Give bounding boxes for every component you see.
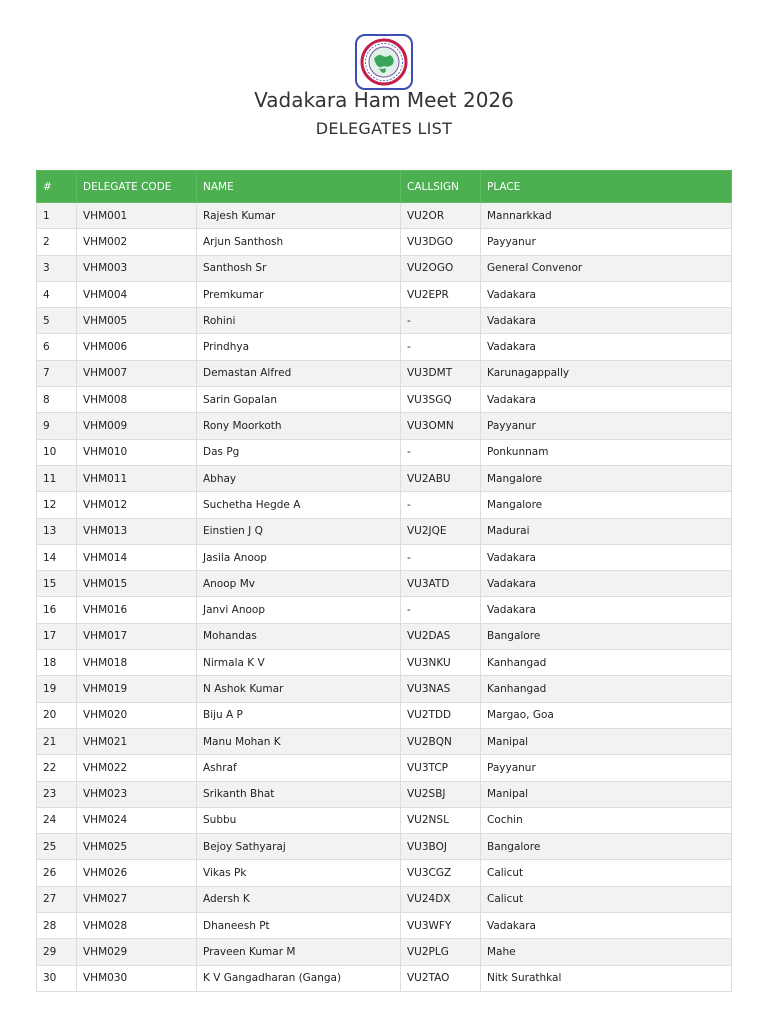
cell-callsign: VU2NSL <box>401 807 481 833</box>
table-row <box>37 939 732 965</box>
cell-delegate-code: VHM029 <box>77 939 197 965</box>
cell-place: Bangalore <box>481 623 732 649</box>
cell-callsign: VU3TCP <box>401 755 481 781</box>
cell-number: 27 <box>37 886 77 912</box>
cell-name: Bejoy Sathyaraj <box>197 834 401 860</box>
cell-name: Jasila Anoop <box>197 544 401 570</box>
cell-place: Mangalore <box>481 492 732 518</box>
cell-name: Arjun Santhosh <box>197 229 401 255</box>
cell-name: Rony Moorkoth <box>197 413 401 439</box>
table-row <box>37 439 732 465</box>
cell-callsign: VU2OR <box>401 203 481 229</box>
cell-delegate-code: VHM011 <box>77 465 197 491</box>
cell-name: Sarin Gopalan <box>197 387 401 413</box>
table-row <box>37 571 732 597</box>
cell-delegate-code: VHM002 <box>77 229 197 255</box>
cell-delegate-code: VHM021 <box>77 728 197 754</box>
cell-place: Mangalore <box>481 465 732 491</box>
cell-callsign: VU2PLG <box>401 939 481 965</box>
cell-name: Srikanth Bhat <box>197 781 401 807</box>
table-row <box>37 650 732 676</box>
cell-name: Manu Mohan K <box>197 728 401 754</box>
table-row <box>37 676 732 702</box>
cell-place: Vadakara <box>481 544 732 570</box>
column-header-number: # <box>37 171 77 203</box>
cell-delegate-code: VHM014 <box>77 544 197 570</box>
cell-number: 6 <box>37 334 77 360</box>
cell-number: 21 <box>37 728 77 754</box>
cell-name: Ashraf <box>197 755 401 781</box>
cell-callsign: VU2SBJ <box>401 781 481 807</box>
cell-name: Santhosh Sr <box>197 255 401 281</box>
cell-name: Suchetha Hegde A <box>197 492 401 518</box>
page-title: Vadakara Ham Meet 2026 <box>254 88 514 112</box>
cell-number: 17 <box>37 623 77 649</box>
cell-place: Mannarkkad <box>481 203 732 229</box>
cell-callsign: - <box>401 597 481 623</box>
table-row <box>37 965 732 991</box>
table-row <box>37 255 732 281</box>
table-row <box>37 387 732 413</box>
cell-number: 9 <box>37 413 77 439</box>
cell-delegate-code: VHM030 <box>77 965 197 991</box>
table-header-row <box>37 171 732 203</box>
cell-delegate-code: VHM023 <box>77 781 197 807</box>
table-row <box>37 334 732 360</box>
cell-number: 10 <box>37 439 77 465</box>
cell-callsign: VU2DAS <box>401 623 481 649</box>
cell-callsign: VU24DX <box>401 886 481 912</box>
cell-delegate-code: VHM018 <box>77 650 197 676</box>
cell-number: 24 <box>37 807 77 833</box>
cell-name: Subbu <box>197 807 401 833</box>
cell-place: Vadakara <box>481 387 732 413</box>
cell-delegate-code: VHM013 <box>77 518 197 544</box>
cell-number: 15 <box>37 571 77 597</box>
cell-delegate-code: VHM008 <box>77 387 197 413</box>
cell-delegate-code: VHM019 <box>77 676 197 702</box>
table-row <box>37 913 732 939</box>
cell-callsign: VU3OMN <box>401 413 481 439</box>
cell-number: 5 <box>37 308 77 334</box>
cell-place: Vadakara <box>481 597 732 623</box>
cell-name: Biju A P <box>197 702 401 728</box>
cell-place: Manipal <box>481 728 732 754</box>
cell-name: Prindhya <box>197 334 401 360</box>
cell-delegate-code: VHM015 <box>77 571 197 597</box>
cell-callsign: - <box>401 439 481 465</box>
table-row <box>37 781 732 807</box>
cell-name: Janvi Anoop <box>197 597 401 623</box>
cell-name: Nirmala K V <box>197 650 401 676</box>
table-row <box>37 229 732 255</box>
cell-callsign: VU2TDD <box>401 702 481 728</box>
cell-place: Vadakara <box>481 913 732 939</box>
cell-callsign: - <box>401 334 481 360</box>
table-row <box>37 702 732 728</box>
page-subtitle: DELEGATES LIST <box>315 119 453 138</box>
cell-delegate-code: VHM020 <box>77 702 197 728</box>
cell-place: Cochin <box>481 807 732 833</box>
cell-name: Anoop Mv <box>197 571 401 597</box>
cell-delegate-code: VHM027 <box>77 886 197 912</box>
cell-place: Vadakara <box>481 281 732 307</box>
cell-delegate-code: VHM004 <box>77 281 197 307</box>
column-header-delegate-code: DELEGATE CODE <box>77 171 197 203</box>
cell-number: 11 <box>37 465 77 491</box>
cell-delegate-code: VHM025 <box>77 834 197 860</box>
cell-place: Kanhangad <box>481 650 732 676</box>
cell-place: Payyanur <box>481 755 732 781</box>
cell-place: Payyanur <box>481 229 732 255</box>
cell-number: 2 <box>37 229 77 255</box>
cell-number: 19 <box>37 676 77 702</box>
table-row <box>37 360 732 386</box>
table-row <box>37 755 732 781</box>
cell-name: Mohandas <box>197 623 401 649</box>
cell-delegate-code: VHM022 <box>77 755 197 781</box>
cell-name: Das Pg <box>197 439 401 465</box>
cell-delegate-code: VHM005 <box>77 308 197 334</box>
cell-name: Demastan Alfred <box>197 360 401 386</box>
column-header-name: NAME <box>197 171 401 203</box>
cell-delegate-code: VHM003 <box>77 255 197 281</box>
cell-callsign: VU2OGO <box>401 255 481 281</box>
table-row <box>37 623 732 649</box>
table-row <box>37 308 732 334</box>
table-row <box>37 413 732 439</box>
cell-place: Kanhangad <box>481 676 732 702</box>
cell-number: 26 <box>37 860 77 886</box>
cell-number: 3 <box>37 255 77 281</box>
column-header-callsign: CALLSIGN <box>401 171 481 203</box>
cell-place: General Convenor <box>481 255 732 281</box>
table-row <box>37 886 732 912</box>
cell-place: Calicut <box>481 860 732 886</box>
cell-callsign: - <box>401 308 481 334</box>
cell-number: 28 <box>37 913 77 939</box>
cell-callsign: VU2JQE <box>401 518 481 544</box>
cell-callsign: VU3NKU <box>401 650 481 676</box>
cell-place: Karunagappally <box>481 360 732 386</box>
cell-name: K V Gangadharan (Ganga) <box>197 965 401 991</box>
cell-number: 29 <box>37 939 77 965</box>
cell-delegate-code: VHM024 <box>77 807 197 833</box>
cell-callsign: VU3SGQ <box>401 387 481 413</box>
cell-number: 8 <box>37 387 77 413</box>
cell-delegate-code: VHM010 <box>77 439 197 465</box>
cell-callsign: VU2BQN <box>401 728 481 754</box>
cell-place: Vadakara <box>481 571 732 597</box>
cell-callsign: VU3NAS <box>401 676 481 702</box>
cell-callsign: VU3ATD <box>401 571 481 597</box>
cell-name: Rohini <box>197 308 401 334</box>
cell-callsign: - <box>401 492 481 518</box>
cell-place: Manipal <box>481 781 732 807</box>
table-row <box>37 203 732 229</box>
cell-callsign: VU3WFY <box>401 913 481 939</box>
cell-number: 7 <box>37 360 77 386</box>
table-row <box>37 728 732 754</box>
cell-place: Calicut <box>481 886 732 912</box>
table-row <box>37 281 732 307</box>
cell-delegate-code: VHM006 <box>77 334 197 360</box>
cell-number: 13 <box>37 518 77 544</box>
cell-place: Ponkunnam <box>481 439 732 465</box>
cell-name: Dhaneesh Pt <box>197 913 401 939</box>
cell-name: Rajesh Kumar <box>197 203 401 229</box>
cell-place: Mahe <box>481 939 732 965</box>
cell-callsign: VU2TAO <box>401 965 481 991</box>
cell-callsign: VU3CGZ <box>401 860 481 886</box>
cell-name: N Ashok Kumar <box>197 676 401 702</box>
cell-callsign: - <box>401 544 481 570</box>
cell-name: Premkumar <box>197 281 401 307</box>
cell-place: Bangalore <box>481 834 732 860</box>
cell-number: 1 <box>37 203 77 229</box>
cell-number: 25 <box>37 834 77 860</box>
cell-place: Payyanur <box>481 413 732 439</box>
cell-delegate-code: VHM007 <box>77 360 197 386</box>
cell-place: Nitk Surathkal <box>481 965 732 991</box>
table-row <box>37 544 732 570</box>
delegates-table-body <box>37 203 732 992</box>
cell-name: Praveen Kumar M <box>197 939 401 965</box>
cell-name: Adersh K <box>197 886 401 912</box>
cell-number: 4 <box>37 281 77 307</box>
cell-delegate-code: VHM028 <box>77 913 197 939</box>
cell-place: Madurai <box>481 518 732 544</box>
cell-number: 14 <box>37 544 77 570</box>
table-row <box>37 518 732 544</box>
cell-name: Einstien J Q <box>197 518 401 544</box>
cell-number: 12 <box>37 492 77 518</box>
table-row <box>37 597 732 623</box>
cell-delegate-code: VHM001 <box>77 203 197 229</box>
cell-delegate-code: VHM016 <box>77 597 197 623</box>
cell-number: 18 <box>37 650 77 676</box>
cell-name: Vikas Pk <box>197 860 401 886</box>
cell-callsign: VU2ABU <box>401 465 481 491</box>
delegates-table <box>36 170 732 992</box>
table-row <box>37 834 732 860</box>
cell-place: Vadakara <box>481 308 732 334</box>
table-row <box>37 465 732 491</box>
table-row <box>37 492 732 518</box>
cell-place: Margao, Goa <box>481 702 732 728</box>
cell-number: 30 <box>37 965 77 991</box>
table-row <box>37 860 732 886</box>
cell-delegate-code: VHM026 <box>77 860 197 886</box>
cell-callsign: VU3BOJ <box>401 834 481 860</box>
column-header-place: PLACE <box>481 171 732 203</box>
table-row <box>37 807 732 833</box>
cell-callsign: VU3DGO <box>401 229 481 255</box>
cell-number: 23 <box>37 781 77 807</box>
cell-delegate-code: VHM017 <box>77 623 197 649</box>
cell-delegate-code: VHM012 <box>77 492 197 518</box>
cell-number: 22 <box>37 755 77 781</box>
club-logo-icon <box>355 34 413 90</box>
cell-delegate-code: VHM009 <box>77 413 197 439</box>
cell-place: Vadakara <box>481 334 732 360</box>
cell-number: 16 <box>37 597 77 623</box>
cell-callsign: VU3DMT <box>401 360 481 386</box>
cell-callsign: VU2EPR <box>401 281 481 307</box>
cell-number: 20 <box>37 702 77 728</box>
cell-name: Abhay <box>197 465 401 491</box>
